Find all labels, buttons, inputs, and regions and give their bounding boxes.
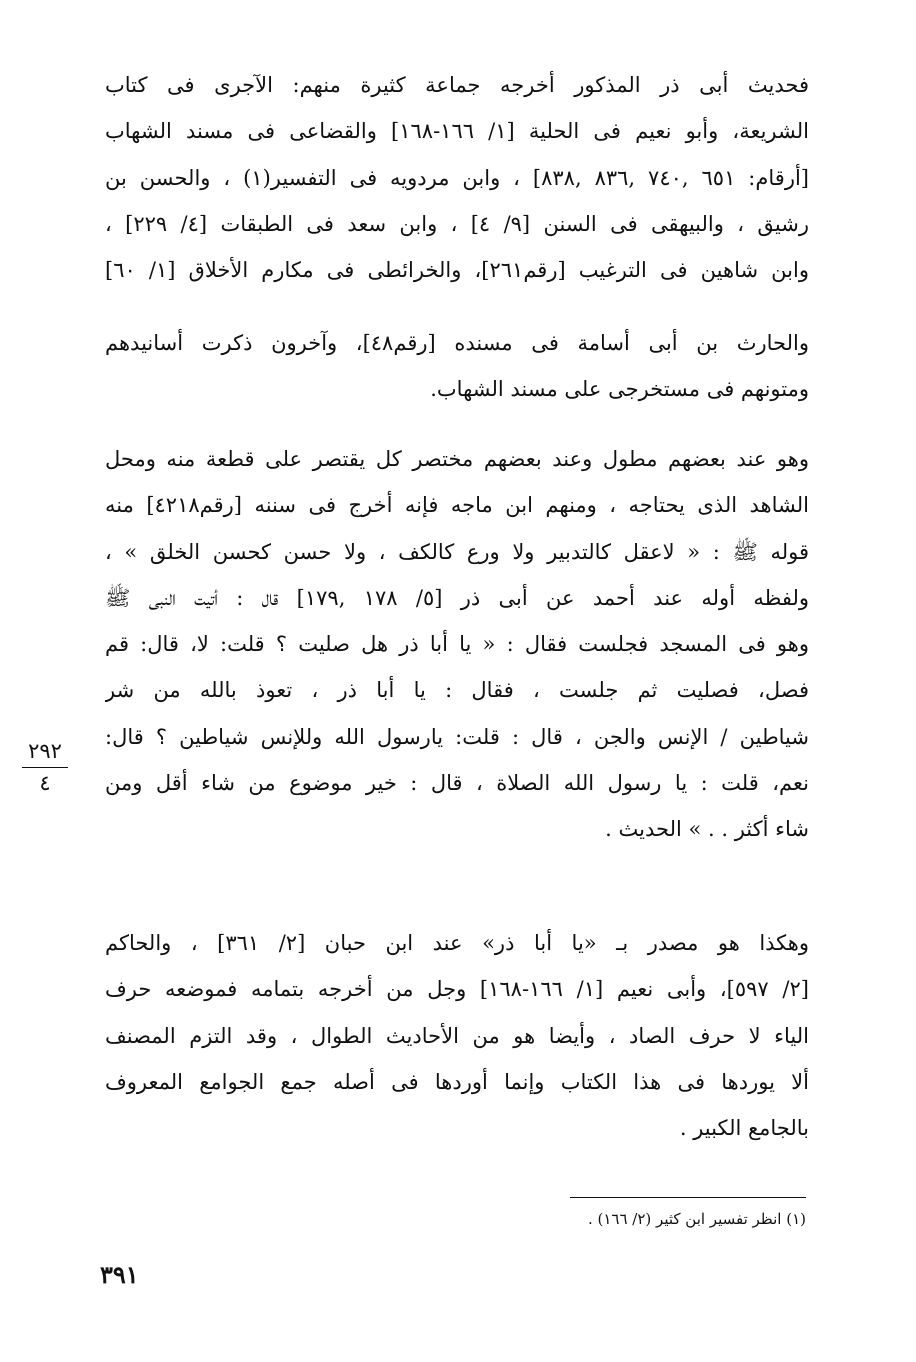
paragraph-conclusion (105, 920, 809, 1151)
text-line: والحارث بن أبى أسامة فى مسنده [رقم٤٨]، وآخرون ذكرت أسانيدهم (105, 331, 809, 355)
margin-volume-number: ٤ (39, 771, 51, 795)
text-line: بالجامع الكبير . (679, 1116, 809, 1141)
text-line: وهكذا هو مصدر بـ «يا أبا ذر» عند ابن حبان [٢/ ٣٦١] ، والحاكم (105, 931, 809, 955)
text-line: ألا يوردها فى هذا الكتاب وإنما أوردها فى أصله جمع الجوامع المعروف (105, 1069, 809, 1094)
paragraph-hadith-sources (105, 62, 809, 293)
text-line: الياء لا حرف الصاد ، وأيضا هو من الأحاديث الطوال ، وقد التزم المصنف (105, 1023, 809, 1048)
text-line: فصل، فصليت ثم جلست ، فقال : يا أبا ذر ، تعوذ بالله من شر (105, 678, 809, 703)
paragraph-other-narrators (105, 320, 809, 413)
text-line: وهو فى المسجد فجلست فقال : « يا أبا ذر هل صليت ؟ قلت: لا، قال: قم (105, 632, 809, 657)
text-line: وابن شاهين فى الترغيب [رقم٢٦١]، والخرائطى فى مكارم الأخلاق [١/ ٦٠] (105, 258, 809, 283)
text-line: رشيق ، والبيهقى فى السنن [٩/ ٤] ، وابن سعد فى الطبقات [٤/ ٢٢٩] ، (105, 211, 809, 236)
text-line: الشاهد الذى يحتاجه ، ومنهم ابن ماجه فإنه أخرج فى سننه [رقم٤٢١٨] منه (105, 493, 809, 518)
paragraph-hadith-text (105, 436, 809, 853)
text-line: فحديث أبى ذر المذكور أخرجه جماعة كثيرة منهم: الآجرى فى كتاب (105, 73, 809, 97)
margin-volume-reference (22, 738, 68, 796)
text-line: وهو عند بعضهم مطول وعند بعضهم مختصر كل يقتصر على قطعة منه ومحل (105, 447, 809, 471)
text-line: قوله ﷺ : « لاعقل كالتدبير ولا ورع كالكف ، ولا حسن كحسن الخلق » ، (105, 539, 809, 564)
text-line: نعم، قلت : يا رسول الله الصلاة ، قال : خير موضوع من شاء أقل ومن (105, 771, 809, 796)
page-number: ٣٩١ (100, 1260, 139, 1289)
text-line: ومتونهم فى مستخرجى على مسند الشهاب. (430, 377, 809, 402)
text-line: شاء أكثر . . » الحديث . (605, 817, 809, 842)
text-line: ولفظه أوله عند أحمد عن أبى ذر [٥/ ١٧٨ ,١٧٩] قال : أتيت النبى ﷺ (105, 585, 809, 610)
margin-page-number: ٢٩٢ (22, 738, 68, 768)
text-line: [٢/ ٥٩٧]، وأبى نعيم [١/ ١٦٦-١٦٨] وجل من أخرجه بتمامه فموضعه حرف (105, 977, 809, 1002)
text-line: الشريعة، وأبو نعيم فى الحلية [١/ ١٦٦-١٦٨] والقضاعى فى مسند الشهاب (105, 119, 809, 144)
text-line: شياطين / الإنس والجن ، قال : قلت: يارسول الله وللإنس شياطين ؟ قال: (105, 724, 809, 749)
footnote-divider (570, 1197, 806, 1198)
text-line: [أرقام: ٦٥١ ,٧٤٠ ,٨٣٦ ,٨٣٨] ، وابن مردويه فى التفسير(١) ، والحسن بن (105, 165, 809, 190)
footnote: (١) انظر تفسير ابن كثير (٢/ ١٦٦) . (587, 1210, 806, 1228)
